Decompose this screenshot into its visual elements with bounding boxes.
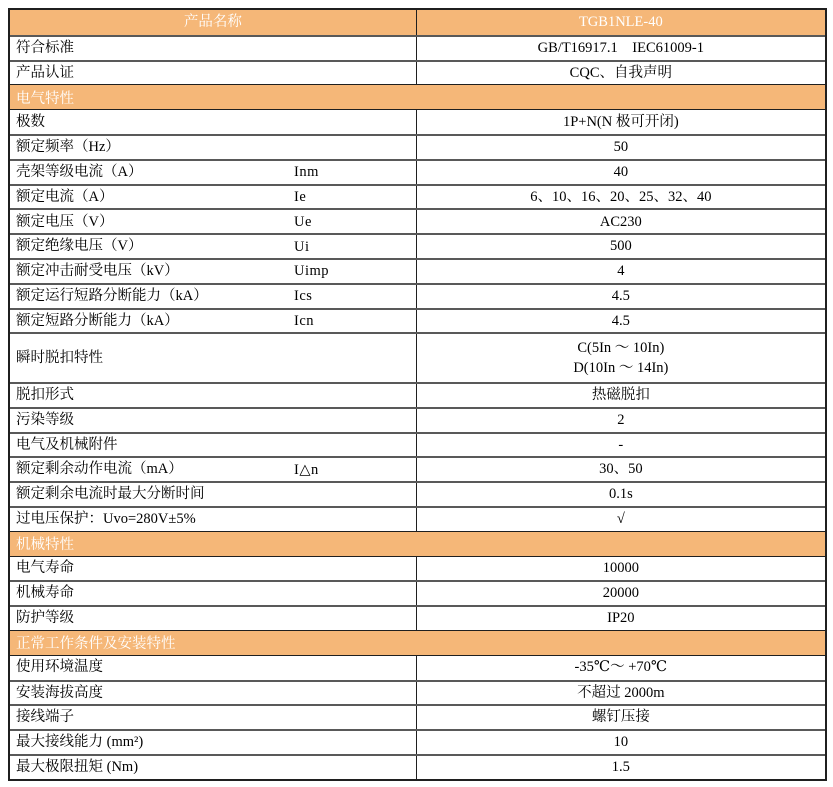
table-row	[10, 556, 825, 581]
row-label-cell	[10, 186, 417, 209]
row-label-cell	[10, 756, 417, 779]
row-value-line: C(5In ～ 10In)	[577, 339, 665, 356]
row-value-cell	[417, 62, 825, 85]
row-label-cell	[10, 235, 417, 258]
row-symbol: Ics	[294, 287, 313, 304]
table-row	[10, 407, 825, 432]
row-symbol: Ue	[294, 213, 312, 230]
row-value: 不超过 2000m	[577, 684, 665, 701]
row-value: 40	[613, 163, 629, 180]
row-value-cell	[417, 161, 825, 184]
section-header-row	[10, 630, 825, 655]
table-row	[10, 283, 825, 308]
row-label-cell	[10, 458, 417, 481]
table-row	[10, 233, 825, 258]
row-value-cell	[417, 682, 825, 705]
row-value-cell	[417, 409, 825, 432]
row-label-cell	[10, 310, 417, 333]
table-row	[10, 456, 825, 481]
table-row	[10, 729, 825, 754]
row-symbol: I△n	[294, 461, 319, 478]
row-value-cell	[417, 136, 825, 159]
row-label-cell	[10, 62, 417, 85]
row-label-cell	[10, 260, 417, 283]
table-row	[10, 680, 825, 705]
row-value: 螺钉压接	[591, 709, 650, 726]
row-label: 符合标准	[16, 39, 74, 56]
row-symbol: Ui	[294, 238, 310, 255]
table-row	[10, 605, 825, 630]
row-label: 额定冲击耐受电压（kV）	[16, 263, 179, 280]
row-label: 最大接线能力 (mm²)	[16, 734, 144, 751]
row-label-cell	[10, 285, 417, 308]
row-label-cell	[10, 557, 417, 581]
row-value-cell	[417, 260, 825, 283]
row-value: 4	[617, 263, 625, 280]
row-label-cell	[10, 706, 417, 729]
row-value-cell	[417, 186, 825, 209]
row-label-cell	[10, 136, 417, 159]
row-label: 污染等级	[16, 411, 74, 428]
row-label: 使用环境温度	[16, 659, 103, 676]
row-label-cell	[10, 334, 417, 382]
table-row	[10, 208, 825, 233]
table-row	[10, 60, 825, 85]
row-value: IP20	[607, 610, 635, 627]
row-label-cell	[10, 682, 417, 705]
row-label: 额定剩余动作电流（mA）	[16, 461, 183, 478]
table-row	[10, 308, 825, 333]
row-value-cell	[417, 210, 825, 233]
row-value: AC230	[599, 213, 642, 230]
table-row	[10, 481, 825, 506]
row-value-cell	[417, 508, 825, 531]
row-label-cell	[10, 607, 417, 630]
row-value-cell	[417, 434, 825, 457]
product-spec-table	[8, 8, 827, 781]
row-label-cell	[10, 37, 417, 60]
row-value: 500	[609, 238, 632, 255]
table-row	[10, 754, 825, 779]
row-label: 产品认证	[16, 64, 74, 81]
table-row	[10, 109, 825, 134]
section-title: 电气特性	[16, 90, 74, 107]
row-value-cell	[417, 607, 825, 630]
row-value-cell	[417, 731, 825, 754]
row-value: 20000	[602, 585, 639, 602]
row-label: 额定运行短路分断能力（kA）	[16, 287, 208, 304]
row-label: 防护等级	[16, 610, 74, 627]
row-label: 过电压保护：Uvo=280V±5%	[16, 511, 196, 528]
row-label: 额定频率（Hz）	[16, 139, 120, 156]
row-value-cell	[417, 37, 825, 60]
row-label: 额定短路分断能力（kA）	[16, 312, 179, 329]
row-value: 0.1s	[608, 486, 633, 503]
row-value: √	[616, 511, 625, 528]
row-value: GB/T16917.1 IEC61009-1	[537, 39, 704, 56]
row-label-cell	[10, 508, 417, 531]
row-label: 额定电压（V）	[16, 213, 114, 230]
row-value: 热磁脱扣	[591, 387, 650, 404]
row-label: 机械寿命	[16, 585, 74, 602]
row-label: 极数	[16, 113, 45, 130]
row-value-cell	[417, 706, 825, 729]
table-header-row	[10, 10, 825, 35]
row-value-cell	[417, 334, 825, 382]
row-symbol: Inm	[294, 163, 319, 180]
row-label: 最大极限扭矩 (Nm)	[16, 759, 139, 776]
row-value: 10000	[602, 560, 639, 577]
row-value: 6、10、16、20、25、32、40	[530, 188, 712, 205]
section-title: 正常工作条件及安装特性	[16, 636, 176, 653]
table-row	[10, 258, 825, 283]
row-value-cell	[417, 110, 825, 134]
row-label: 额定电流（A）	[16, 188, 114, 205]
row-value: 1P+N(N 极可开闭)	[562, 113, 679, 130]
row-value-cell	[417, 310, 825, 333]
row-label: 壳架等级电流（A）	[16, 163, 143, 180]
row-label: 电气及机械附件	[16, 436, 118, 453]
row-value: -35℃～ +70℃	[574, 659, 668, 676]
row-value-cell	[417, 384, 825, 407]
table-row	[10, 432, 825, 457]
row-value: 10	[613, 734, 629, 751]
row-label-cell	[10, 409, 417, 432]
table-row	[10, 655, 825, 680]
row-symbol: Ie	[294, 188, 307, 205]
row-value: CQC、自我声明	[569, 64, 672, 81]
table-row	[10, 159, 825, 184]
row-value-line: D(10In ～ 14In)	[573, 360, 669, 377]
table-row	[10, 184, 825, 209]
header-product-name-label: 产品名称	[10, 10, 417, 35]
row-value-multiline	[417, 334, 825, 382]
table-row	[10, 704, 825, 729]
table-row	[10, 382, 825, 407]
row-label: 瞬时脱扣特性	[16, 349, 103, 366]
row-value: 1.5	[611, 759, 630, 776]
row-label: 脱扣形式	[16, 387, 74, 404]
table-row	[10, 35, 825, 60]
row-value-cell	[417, 656, 825, 680]
row-symbol: Uimp	[294, 263, 330, 280]
row-label-cell	[10, 210, 417, 233]
row-label-cell	[10, 110, 417, 134]
row-label: 额定绝缘电压（V）	[16, 238, 143, 255]
header-product-model: TGB1NLE-40	[417, 10, 825, 35]
row-value: 50	[613, 139, 629, 156]
row-value-cell	[417, 285, 825, 308]
row-value-cell	[417, 582, 825, 605]
table-row	[10, 580, 825, 605]
row-label: 安装海拔高度	[16, 684, 103, 701]
row-value: -	[618, 436, 624, 453]
row-value-cell	[417, 557, 825, 581]
row-value: 30、50	[599, 461, 643, 478]
table-row	[10, 506, 825, 531]
row-value: 4.5	[611, 287, 630, 304]
row-label-cell	[10, 731, 417, 754]
section-header-row	[10, 531, 825, 556]
row-label-cell	[10, 483, 417, 506]
row-value: 4.5	[611, 312, 630, 329]
row-value: 2	[617, 411, 625, 428]
row-label: 额定剩余电流时最大分断时间	[16, 486, 205, 503]
row-label-cell	[10, 384, 417, 407]
row-value-cell	[417, 235, 825, 258]
row-label-cell	[10, 656, 417, 680]
row-label: 接线端子	[16, 709, 74, 726]
row-value-cell	[417, 483, 825, 506]
row-label-cell	[10, 161, 417, 184]
row-value-cell	[417, 458, 825, 481]
row-label: 电气寿命	[16, 560, 74, 577]
row-value-cell	[417, 756, 825, 779]
row-symbol: Icn	[294, 312, 315, 329]
section-header-row	[10, 84, 825, 109]
table-row	[10, 332, 825, 382]
table-row	[10, 134, 825, 159]
section-title: 机械特性	[16, 537, 74, 554]
row-label-cell	[10, 582, 417, 605]
row-label-cell	[10, 434, 417, 457]
